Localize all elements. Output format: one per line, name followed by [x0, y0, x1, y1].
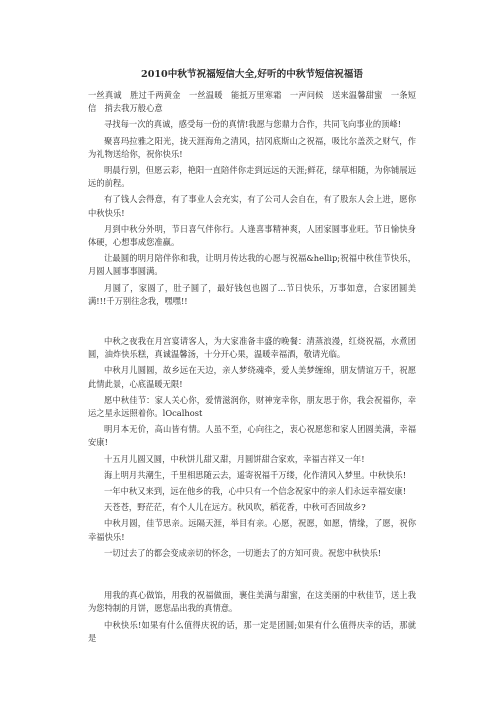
paragraph: 愿中秋佳节：家人关心你，爱情滋润你，财神宠幸你，朋友思于你，我会祝福你，幸运之星永远照着你。lOcalhost	[88, 394, 416, 419]
paragraph: 明晨行别，但愿云彩，艳阳一直陪伴你走到远远的天涯;鲜花，绿草相随，为你铺展远远的前程。	[88, 165, 416, 189]
section-spacer	[88, 311, 416, 335]
section-spacer	[88, 563, 416, 589]
paragraph: 海上明月共潮生，千里相思随云去，遥寄祝福千万缕，化作清风入梦里。中秋快乐!	[104, 469, 407, 480]
paragraph: 用我的真心做馅，用我的祝福做面，裹住美满与甜蜜，在这美丽的中秋佳节，送上我为您特制的月饼，愿您品出我的真情意。	[88, 590, 416, 614]
paragraph: 明月本无价，高山皆有情。人虽不至，心向往之，衷心祝愿您和家人团圆美满，幸福安康!	[88, 424, 416, 448]
paragraph: 让最圆的明月陪伴你和我，让明月传达我的心愿与祝福&hellip;祝福中秋佳节快乐，月圆人圆事事圆满。	[88, 253, 416, 277]
paragraph: 月圆了，家圆了，肚子圆了，最好钱包也圆了...节日快乐，万事如意，合家团圆美满!!!千万别往念我，嘿嘿!!	[88, 282, 416, 306]
section-1	[88, 89, 416, 308]
paragraph: 中秋快乐!如果有什么值得庆祝的话，那一定是团圆;如果有什么值得庆幸的话，那就是	[88, 619, 416, 643]
paragraph: 一切过去了的都会变成亲切的怀念，一切逝去了的方知可贵。祝您中秋快乐!	[104, 547, 382, 558]
paragraph: 聚喜玛拉雅之阳光，拢天涯海角之清风，拮冈底斯山之祝福，吸比尔盖茨之财气，作为礼物送给你，祝你快乐!	[88, 135, 416, 159]
section-2	[88, 335, 416, 560]
paragraph: 中秋之夜我在月宫宴请客人，为大家准备丰盛的晚餐：清蒸浪漫，红烧祝福，水煮团圆，油炸快乐糕，真诚温馨汤，十分开心果，温暖幸福酒，敬请光临。	[88, 336, 416, 360]
paragraph: 中秋月圆，佳节思亲。远隔天涯，举目有亲。心愿，祝愿，如愿，情缘，了愿，祝你幸福快乐!	[88, 518, 416, 542]
paragraph: 月到中秋分外明，节日喜气伴你行。人逢喜事精神爽，人团家圆事业旺。节日愉快身体硬，心想事成您准赢。	[88, 223, 416, 248]
paragraph: 有了钱人会得意，有了事业人会充实，有了公司人会自在，有了股东人会上进，愿你中秋快乐!	[88, 194, 416, 218]
paragraph: 十五月儿圆又圆，中秋饼儿甜又甜，月圆饼甜合家欢，幸福吉祥又一年!	[104, 453, 365, 464]
document-title: 2010中秋节祝福短信大全,好听的中秋节短信祝福语	[141, 69, 363, 80]
paragraph: 天苍苍，野茫茫，有个人儿在远方。秋风吹，稻花香，中秋可否回故乡?	[104, 502, 366, 513]
paragraph: 寻找每一次的真诚，感受每一份的真情!我愿与您鼎力合作，共同飞向事业的顶峰!	[104, 119, 402, 130]
paragraph: 中秋月儿圆圆，故乡远在天边，亲人梦绕魂牵，爱人美梦缠绵，朋友情谊万千，祝愿此情此景，心底温暖无限!	[88, 365, 416, 389]
paragraph: 一丝真诚 胜过千两黄金 一丝温暖 能抵万里寒霜 一声问候 送来温馨甜蜜 一条短信 捎去我万般心意	[88, 90, 416, 114]
section-3	[88, 589, 416, 645]
paragraph: 一年中秋又来到，远在他乡的我，心中只有一个信念祝家中的亲人们永远幸福安康!	[104, 486, 407, 497]
